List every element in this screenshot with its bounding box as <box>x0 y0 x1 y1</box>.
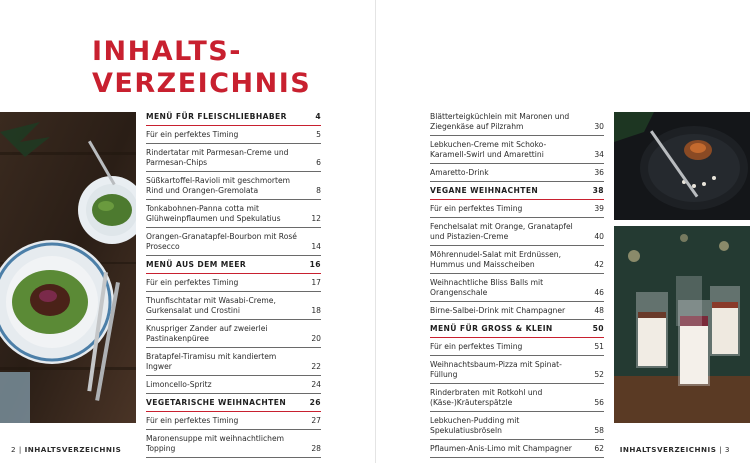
toc-entry-title: Orangen-Granatapfel-Bourbon mit Rosé Prosecco <box>146 232 297 251</box>
toc-entry-page-number: 36 <box>594 168 604 177</box>
toc-entry-title: Pflaumen-Anis-Limo mit Champagner <box>430 444 572 453</box>
toc-entry-page-number: 58 <box>594 426 604 435</box>
footer-left <box>11 445 121 454</box>
toc-entry <box>146 324 321 348</box>
toc-entry-title: Thunfischtatar mit Wasabi-Creme, Gurkensalat und Crostini <box>146 296 276 315</box>
toc-entry-page-number: 51 <box>594 342 604 351</box>
toc-entry-page-number: 16 <box>309 260 321 269</box>
footer-right <box>620 445 730 454</box>
toc-entry-page-number: 40 <box>594 232 604 241</box>
toc-entry-title: Süßkartoffel-Ravioli mit geschmortem Rind und Orangen-Gremolata <box>146 176 291 195</box>
page-title <box>92 36 311 100</box>
toc-entry-page-number: 52 <box>594 370 604 379</box>
footer-separator: | <box>719 445 723 454</box>
toc-entry-page-number: 48 <box>594 306 604 315</box>
toc-entry <box>146 416 321 430</box>
toc-entry-title: Knuspriger Zander auf zweierlei Pastinakenpüree <box>146 324 268 343</box>
toc-entry-title: VEGETARISCHE WEIHNACHTEN <box>146 398 287 407</box>
toc-entry-title: Tonkabohnen-Panna cotta mit Glühweinpflaumen und Spekulatius <box>146 204 281 223</box>
toc-entry-title: Für ein perfektes Timing <box>430 204 523 213</box>
toc-entry <box>430 204 604 218</box>
toc-entry <box>146 278 321 292</box>
toc-entry-title: MENÜ AUS DEM MEER <box>146 260 247 269</box>
toc-entry-title: Weihnachtliche Bliss Balls mit Orangenschale <box>430 278 544 297</box>
toc-entry-title: Limoncello-Spritz <box>146 380 212 389</box>
photo-dark-plate <box>614 112 750 220</box>
toc-entry-title: Birne-Salbei-Drink mit Champagner <box>430 306 566 315</box>
toc-entry <box>430 168 604 182</box>
toc-entry-page-number: 62 <box>594 444 604 453</box>
toc-entry-page-number: 34 <box>594 150 604 159</box>
photo-pasta-dish <box>0 112 136 423</box>
toc-entry-title: Amaretto-Drink <box>430 168 489 177</box>
toc-entry <box>430 360 604 384</box>
toc-entry-title: Lebkuchen-Creme mit Schoko-Karamell-Swirl und Amarettini <box>430 140 547 159</box>
toc-entry-page-number: 6 <box>316 158 321 167</box>
page-title-line-2: VERZEICHNIS <box>92 68 312 99</box>
toc-entry-title: Möhrennudel-Salat mit Erdnüssen, Hummus und Maisscheiben <box>430 250 561 269</box>
toc-entry-title: MENÜ FÜR FLEISCHLIEBHABER <box>146 112 287 121</box>
page-number-left: 2 <box>11 445 17 454</box>
toc-entry <box>430 222 604 246</box>
toc-entry <box>146 176 321 200</box>
toc-entry <box>430 140 604 164</box>
toc-entry <box>146 130 321 144</box>
toc-entry-title: Fenchelsalat mit Orange, Granatapfel und Pistazien-Creme <box>430 222 573 241</box>
toc-entry-page-number: 28 <box>311 444 321 453</box>
toc-entry-title: Blätterteigküchlein mit Maronen und Ziegenkäse auf Pilzrahm <box>430 112 570 131</box>
toc-entry-page-number: 24 <box>311 380 321 389</box>
toc-entry-title: Bratapfel-Tiramisu mit kandiertem Ingwer <box>146 352 277 371</box>
toc-entry <box>146 204 321 228</box>
toc-entry-page-number: 56 <box>594 398 604 407</box>
toc-entry <box>430 444 604 458</box>
toc-entry-title: Für ein perfektes Timing <box>146 278 239 287</box>
toc-entry-page-number: 20 <box>311 334 321 343</box>
toc-entry <box>146 434 321 458</box>
toc-entry-page-number: 14 <box>311 242 321 251</box>
toc-entry <box>146 380 321 394</box>
toc-section-heading <box>146 398 321 412</box>
toc-entry <box>146 232 321 256</box>
toc-entry-page-number: 22 <box>311 362 321 371</box>
page-title-line-1: INHALTS- <box>92 36 242 67</box>
page-number-right: 3 <box>724 445 730 454</box>
toc-entry-page-number: 27 <box>311 416 321 425</box>
toc-entry-title: Für ein perfektes Timing <box>146 416 239 425</box>
toc-entry <box>146 352 321 376</box>
toc-entry <box>430 250 604 274</box>
toc-entry-page-number: 12 <box>311 214 321 223</box>
toc-section-heading <box>430 186 604 200</box>
photo-dessert-glasses <box>614 226 750 423</box>
toc-entry-title: MENÜ FÜR GROSS & KLEIN <box>430 324 553 333</box>
toc-entry-page-number: 18 <box>311 306 321 315</box>
toc-entry-title: Rindertatar mit Parmesan-Creme und Parmesan-Chips <box>146 148 289 167</box>
toc-entry-page-number: 39 <box>594 204 604 213</box>
footer-label-right: INHALTSVERZEICHNIS <box>619 445 717 454</box>
toc-entry <box>146 296 321 320</box>
toc-section-heading <box>430 324 604 338</box>
toc-entry-page-number: 4 <box>315 112 321 121</box>
toc-entry-title: Lebkuchen-Pudding mit Spekulatiusbröseln <box>430 416 520 435</box>
toc-entry-title: Rinderbraten mit Rotkohl und (Käse-)Kräuterspätzle <box>430 388 543 407</box>
toc-entry <box>430 342 604 356</box>
toc-entry-page-number: 30 <box>594 122 604 131</box>
toc-entry-page-number: 5 <box>316 130 321 139</box>
toc-entry-page-number: 42 <box>594 260 604 269</box>
toc-entry <box>430 388 604 412</box>
toc-left-column <box>146 112 321 462</box>
toc-entry-page-number: 50 <box>592 324 604 333</box>
footer-label-left: INHALTSVERZEICHNIS <box>24 445 122 454</box>
toc-entry <box>146 148 321 172</box>
footer-separator: | <box>18 445 22 454</box>
toc-entry-title: Für ein perfektes Timing <box>430 342 523 351</box>
toc-entry-title: Maronensuppe mit weihnachtlichem Topping <box>146 434 285 453</box>
toc-entry-title: VEGANE WEIHNACHTEN <box>430 186 539 195</box>
toc-entry <box>430 416 604 440</box>
toc-entry <box>430 112 604 136</box>
toc-section-heading <box>146 260 321 274</box>
toc-right-column <box>430 112 604 462</box>
toc-entry-page-number: 46 <box>594 288 604 297</box>
page-gutter <box>375 0 376 463</box>
toc-entry-page-number: 17 <box>311 278 321 287</box>
toc-section-heading <box>146 112 321 126</box>
toc-entry-page-number: 38 <box>592 186 604 195</box>
toc-entry <box>430 306 604 320</box>
toc-entry <box>430 278 604 302</box>
toc-entry-page-number: 8 <box>316 186 321 195</box>
toc-entry-title: Für ein perfektes Timing <box>146 130 239 139</box>
toc-entry-page-number: 26 <box>309 398 321 407</box>
toc-entry-title: Weihnachtsbaum-Pizza mit Spinat-Füllung <box>430 360 562 379</box>
